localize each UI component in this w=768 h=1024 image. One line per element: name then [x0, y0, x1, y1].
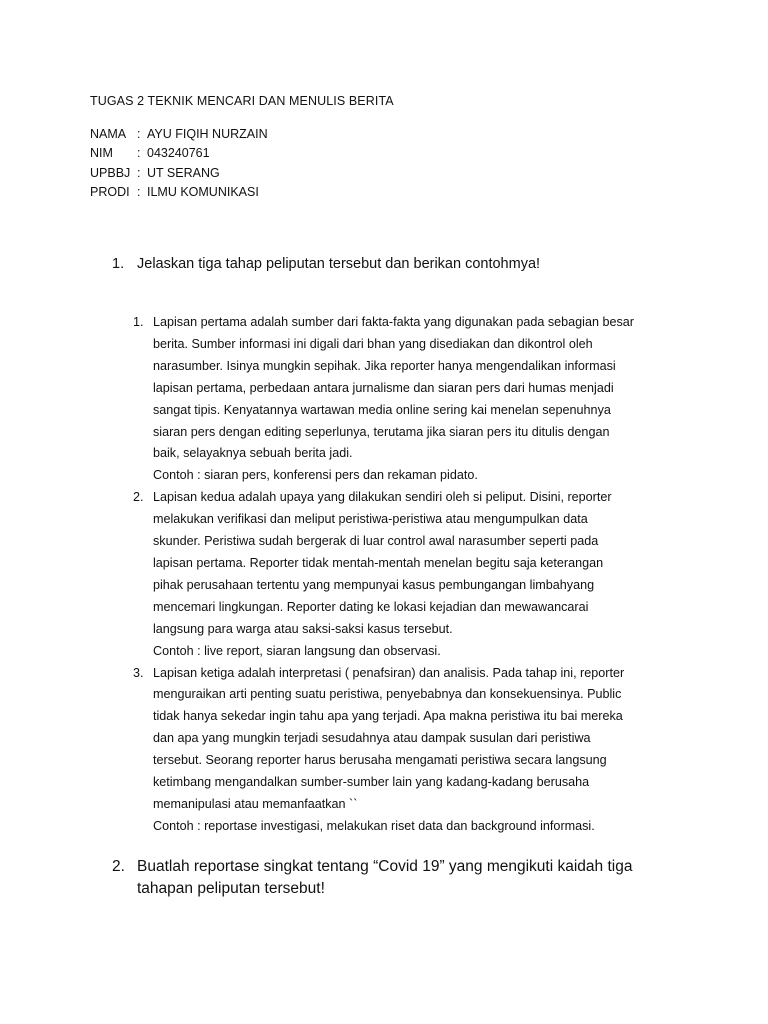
answer-list	[133, 312, 693, 838]
answer-line: pihak perusahaan tertentu yang mempunyai kasus pembungangan limbahyang	[153, 577, 595, 592]
question-text: Jelaskan tiga tahap peliputan tersebut dan berikan contohmya!	[137, 256, 541, 272]
question-2	[112, 856, 692, 900]
answer-line: Lapisan kedua adalah upaya yang dilakukan sendiri oleh si peliput. Disini, reporter	[153, 490, 612, 505]
answer-line: narasumber. Isinya mungkin sepihak. Jika reporter hanya mengendalikan informasi	[153, 358, 616, 373]
answer-item-3	[133, 663, 693, 838]
answer-example: Contoh : siaran pers, konferensi pers dan rekaman pidato.	[153, 468, 478, 483]
identity-block	[90, 125, 268, 202]
answer-example: Contoh : reportase investigasi, melakukan riset data dan background informasi.	[153, 818, 595, 833]
question-number: 2.	[112, 858, 125, 875]
answer-number: 1.	[133, 315, 144, 329]
document-title: TUGAS 2 TEKNIK MENCARI DAN MENULIS BERITA	[90, 94, 394, 108]
identity-row-nim	[90, 144, 268, 163]
answer-line: Lapisan pertama adalah sumber dari fakta-fakta yang digunakan pada sebagian besar	[153, 315, 634, 329]
answer-line: mencemari lingkungan. Reporter dating ke lokasi kejadian dan mewawancarai	[153, 599, 589, 614]
answer-line: lapisan pertama, perbedaan antara jurnalisme dan siaran pers dari humas menjadi	[153, 380, 614, 395]
identity-separator: :	[137, 146, 141, 161]
question-line: tahapan peliputan tersebut!	[137, 880, 325, 897]
answer-line: skunder. Peristiwa sudah bergerak di luar control awal narasumber seperti pada	[153, 534, 599, 549]
identity-row-nama	[90, 125, 268, 144]
answer-line: memanipulasi atau memanfaatkan ``	[153, 796, 358, 811]
identity-separator: :	[137, 184, 141, 199]
answer-line: Lapisan ketiga adalah interpretasi ( penafsiran) dan analisis. Pada tahap ini, reporter	[153, 665, 625, 680]
answer-line: ketimbang mengandalkan sumber-sumber lain yang kadang-kadang berusaha	[153, 775, 590, 790]
answer-line: berita. Sumber informasi ini digali dari bhan yang disediakan dan dikontrol oleh	[153, 336, 593, 351]
answer-line: menguraikan arti penting suatu peristiwa, penyebabnya dan konsekuensinya. Public	[153, 687, 622, 702]
answer-line: sangat tipis. Kenyatannya wartawan media online sering kai menelan sepenuhnya	[153, 402, 611, 417]
identity-label: PRODI	[90, 184, 130, 199]
question-number: 1.	[112, 256, 125, 272]
question-1	[112, 253, 692, 276]
identity-value: 043240761	[147, 146, 210, 161]
identity-row-upbbj	[90, 164, 268, 183]
answer-text	[153, 487, 693, 662]
answer-text	[153, 312, 693, 487]
answer-number: 2.	[133, 490, 144, 505]
answer-line: baik, selayaknya sebuah berita jadi.	[153, 446, 353, 461]
answer-example: Contoh : live report, siaran langsung dan observasi.	[153, 643, 441, 658]
answer-item-1	[133, 312, 693, 487]
question-line: Buatlah reportase singkat tentang “Covid 19” yang mengikuti kaidah tiga	[137, 858, 633, 875]
answer-line: tersebut. Seorang reporter harus berusaha mengamati peristiwa secara langsung	[153, 753, 607, 768]
identity-label: UPBBJ	[90, 165, 131, 180]
question-text	[137, 856, 632, 900]
answer-text	[153, 663, 693, 838]
answer-line: siaran pers dengan editing seperlunya, terutama jika siaran pers itu ditulis dengan	[153, 424, 610, 439]
identity-separator: :	[137, 127, 141, 141]
answer-line: melakukan verifikasi dan meliput peristiwa-peristiwa atau mengumpulkan data	[153, 512, 588, 527]
identity-separator: :	[137, 165, 141, 180]
answer-number: 3.	[133, 665, 144, 680]
answer-item-2	[133, 487, 693, 662]
answer-line: langsung para warga atau saksi-saksi kasus tersebut.	[153, 621, 453, 636]
identity-row-prodi	[90, 183, 268, 202]
identity-label: NIM	[90, 146, 113, 161]
identity-value: AYU FIQIH NURZAIN	[147, 127, 268, 141]
identity-label: NAMA	[90, 127, 127, 141]
identity-value: UT SERANG	[147, 165, 220, 180]
answer-line: tidak hanya sekedar ingin tahu apa yang terjadi. Apa makna peristiwa itu bai mereka	[153, 709, 623, 724]
answer-line: dan apa yang mungkin terjadi sesudahnya atau dampak susulan dari peristiwa	[153, 731, 591, 746]
answer-line: lapisan pertama. Reporter tidak mentah-mentah menelan begitu saja keterangan	[153, 555, 604, 570]
identity-value: ILMU KOMUNIKASI	[147, 184, 259, 199]
